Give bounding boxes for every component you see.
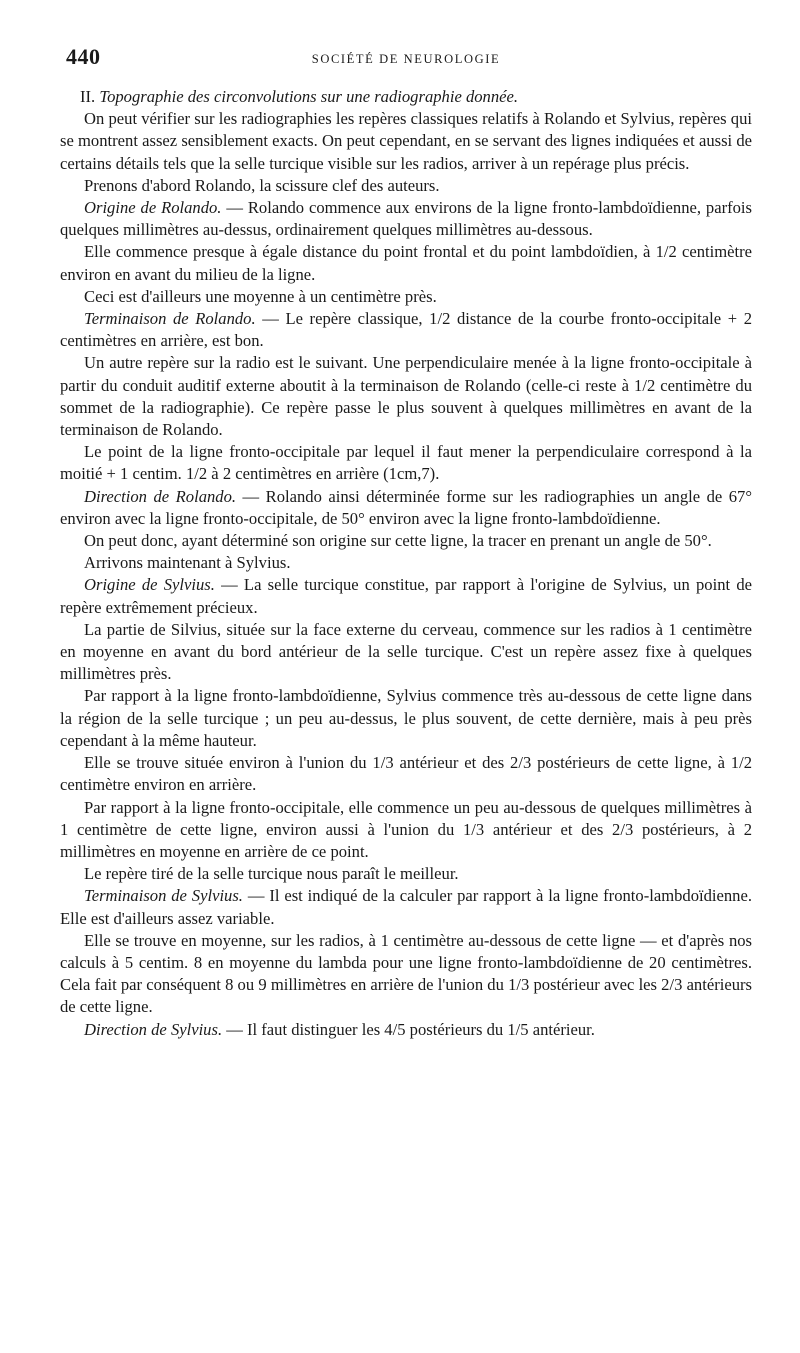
paragraph: On peut vérifier sur les radiographies les repères classiques relatifs à Rolando et Sylvius, repères qui se montrent assez sensiblement exacts. On peut cependant, en se servant des lignes indiquées et aussi de certains détails tels que la selle turcique visible sur les radios, arriver à un repérage plus précis. <box>60 109 752 173</box>
paragraph: Le repère tiré de la selle turcique nous paraît le meilleur. <box>84 864 459 884</box>
paragraph: Le point de la ligne fronto-occipitale par lequel il faut mener la perpendiculaire correspond à la moitié + 1 centim. 1/2 à 2 centimètres en arrière (1cm,7). <box>60 442 752 484</box>
run-in-heading: Direction de Sylvius. <box>84 1019 223 1039</box>
page-header <box>60 40 752 86</box>
paragraph: Terminaison de Sylvius. — Il est indiqué de la calculer par rapport à la ligne fronto-lambdoïdienne. Elle est d'ailleurs assez variable. <box>60 886 752 928</box>
paragraph: Elle se trouve en moyenne, sur les radios, à 1 centimètre au-dessous de cette ligne — et d'après nos calculs à 5 centim. 8 en moyenne du lambda pour une ligne fronto-lambdoïdienne de 20 centimètres. Cela fait par conséquent 8 ou 9 millimètres en arrière de l'union du 1/3 postérieur avec les 2/3 antérieurs de cette ligne. <box>60 930 752 1017</box>
paragraph: Prenons d'abord Rolando, la scissure clef des auteurs. <box>84 175 440 195</box>
paragraph: Un autre repère sur la radio est le suivant. Une perpendiculaire menée à la ligne fronto-occipitale à partir du conduit auditif externe aboutit à la terminaison de Rolando (celle-ci reste à 1/2 centimètre du sommet de la radiographie). Ce repère passe le plus souvent à quelques millimètres en avant de la terminaison de Rolando. <box>60 353 752 440</box>
body-text <box>60 86 752 1041</box>
paragraph: Origine de Sylvius. — La selle turcique constitue, par rapport à l'origine de Sylvius, un point de repère extrêmement précieux. <box>60 575 752 617</box>
paragraph: Terminaison de Rolando. — Le repère classique, 1/2 distance de la courbe fronto-occipitale + 2 centimètres en arrière, est bon. <box>60 309 752 351</box>
paragraph: Direction de Rolando. — Rolando ainsi déterminée forme sur les radiographies un angle de 67° environ avec la ligne fronto-occipitale, de 50° environ avec la ligne fronto-lambdoïdienne. <box>60 486 752 528</box>
run-in-heading: Terminaison de Sylvius. <box>84 886 243 906</box>
paragraph: Elle se trouve située environ à l'union du 1/3 antérieur et des 2/3 postérieurs de cette ligne, à 1/2 centimètre environ en arrière. <box>60 753 752 795</box>
paragraph: Origine de Rolando. — Rolando commence aux environs de la ligne fronto-lambdoïdienne, parfois quelques millimètres au-dessus, ordinairement quelques millimètres au-dessous. <box>60 198 752 240</box>
section-number: II. <box>80 87 96 106</box>
paragraph: On peut donc, ayant déterminé son origine sur cette ligne, la tracer en prenant un angle de 50°. <box>84 531 712 551</box>
paragraph: Par rapport à la ligne fronto-lambdoïdienne, Sylvius commence très au-dessous de cette ligne dans la région de la selle turcique ; un peu au-dessus, le plus souvent, de cette dernière, mais à peu près cependant à la même hauteur. <box>60 686 752 750</box>
paragraph: Arrivons maintenant à Sylvius. <box>84 553 291 573</box>
page-number: 440 <box>66 44 101 69</box>
paragraph: Direction de Sylvius. — Il faut distinguer les 4/5 postérieurs du 1/5 antérieur. <box>84 1019 595 1039</box>
running-title: SOCIÉTÉ DE NEUROLOGIE <box>311 52 501 66</box>
run-in-heading: Terminaison de Rolando. <box>84 309 256 329</box>
run-in-heading: Direction de Rolando. <box>84 486 237 506</box>
paragraph: Par rapport à la ligne fronto-occipitale, elle commence un peu au-dessous de quelques millimètres à 1 centimètre de cette ligne, environ aussi à l'union du 1/3 antérieur et des 2/3 postérieurs, à 2 millimètres en moyenne en arrière de ce point. <box>60 797 752 861</box>
paragraph: Ceci est d'ailleurs une moyenne à un centimètre près. <box>84 286 437 306</box>
paragraph: Elle commence presque à égale distance du point frontal et du point lambdoïdien, à 1/2 centimètre environ en avant du milieu de la ligne. <box>60 242 752 284</box>
paragraph: La partie de Silvius, située sur la face externe du cerveau, commence sur les radios à 1 centimètre en moyenne en avant du bord antérieur de la selle turcique. C'est un repère assez fixe à quelques millimètres près. <box>60 619 752 684</box>
section-title: Topographie des circonvolutions sur une radiographie donnée. <box>99 87 519 106</box>
run-in-heading: Origine de Sylvius. <box>84 575 215 595</box>
section-heading <box>60 86 752 108</box>
run-in-heading: Origine de Rolando. <box>84 198 222 218</box>
